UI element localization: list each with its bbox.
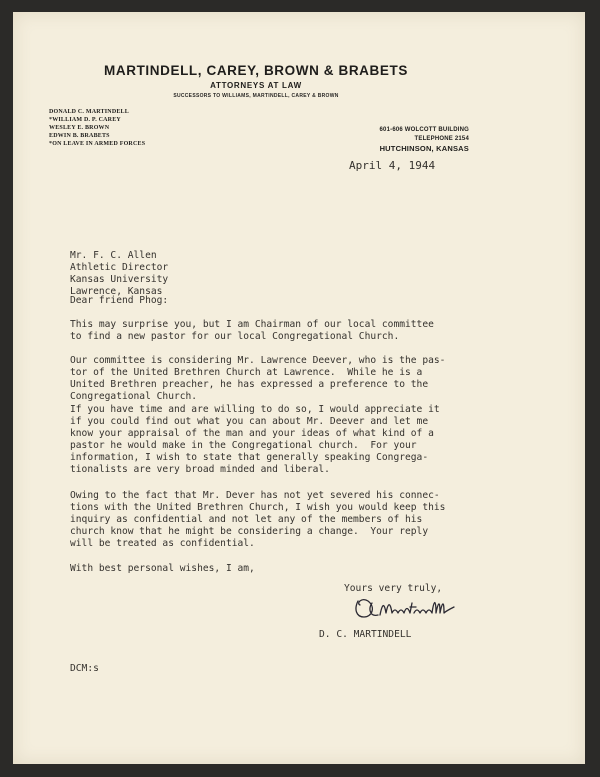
body-line: This may surprise you, but I am Chairman of our local committee [70,319,434,330]
partner-name: *WILLIAM D. P. CAREY [49,117,121,123]
recipient-line: Kansas University [70,274,169,285]
body-line: know your appraisal of the man and your ideas of what kind of a [70,428,434,439]
body-line: tions with the United Brethren Church, I wish you would keep this [70,502,446,513]
firm-subtitle: ATTORNEYS AT LAW [210,81,302,90]
signer-name: D. C. MARTINDELL [319,629,412,640]
handwritten-signature [350,595,480,623]
body-line: if you could find out what you can about Mr. Deever and let me [70,416,429,427]
partner-name: WESLEY E. BROWN [49,125,110,131]
body-line: Congregational Church. [70,391,198,402]
salutation: Dear friend Phog: [70,295,169,306]
recipient-line: Athletic Director [70,262,169,273]
body-line: to find a new pastor for our local Congregational Church. [70,331,400,342]
body-line: church know that he might be considering a change. Your reply [70,526,429,537]
valediction: Yours very truly, [344,583,443,594]
letter-date: April 4, 1944 [349,159,436,172]
firm-address [319,126,469,153]
telephone: TELEPHONE 2154 [414,136,469,142]
body-line: tionalists are very broad minded and liberal. [70,464,330,475]
paragraph-3 [70,404,440,476]
closing-wishes: With best personal wishes, I am, [70,563,255,574]
building: 601-606 WOLCOTT BUILDING [379,127,469,133]
body-line: Our committee is considering Mr. Lawrence Deever, who is the pas- [70,355,446,366]
reference-initials: DCM:s [70,663,99,674]
body-line: United Brethren preacher, he has expressed a preference to the [70,379,429,390]
body-line: will be treated as confidential. [70,538,255,549]
partner-note: *ON LEAVE IN ARMED FORCES [49,141,146,147]
body-line: information, I wish to state that generally speaking Congrega- [70,452,429,463]
body-line: If you have time and are willing to do so, I would appreciate it [70,404,440,415]
recipient-line: Lawrence, Kansas [70,286,163,297]
recipient-line: Mr. F. C. Allen [70,250,157,261]
letter-page [13,12,585,764]
paragraph-2 [70,355,445,403]
paragraph-4 [70,490,445,550]
partner-list [49,108,145,148]
paragraph-1 [70,319,434,343]
partner-name: DONALD C. MARTINDELL [49,109,129,115]
body-line: tor of the United Brethren Church at Lawrence. While he is a [70,367,423,378]
firm-successors: SUCCESSORS TO WILLIAMS, MARTINDELL, CAREY & BROWN [173,93,339,99]
partner-name: EDWIN B. BRABETS [49,133,110,139]
body-line: Owing to the fact that Mr. Dever has not yet severed his connec- [70,490,440,501]
body-line: inquiry as confidential and not let any of the members of his [70,514,423,525]
inside-address [70,250,168,298]
firm-name: MARTINDELL, CAREY, BROWN & BRABETS [104,63,408,78]
body-line: pastor he would make in the Congregational church. For your [70,440,417,451]
city: HUTCHINSON, KANSAS [379,144,469,153]
